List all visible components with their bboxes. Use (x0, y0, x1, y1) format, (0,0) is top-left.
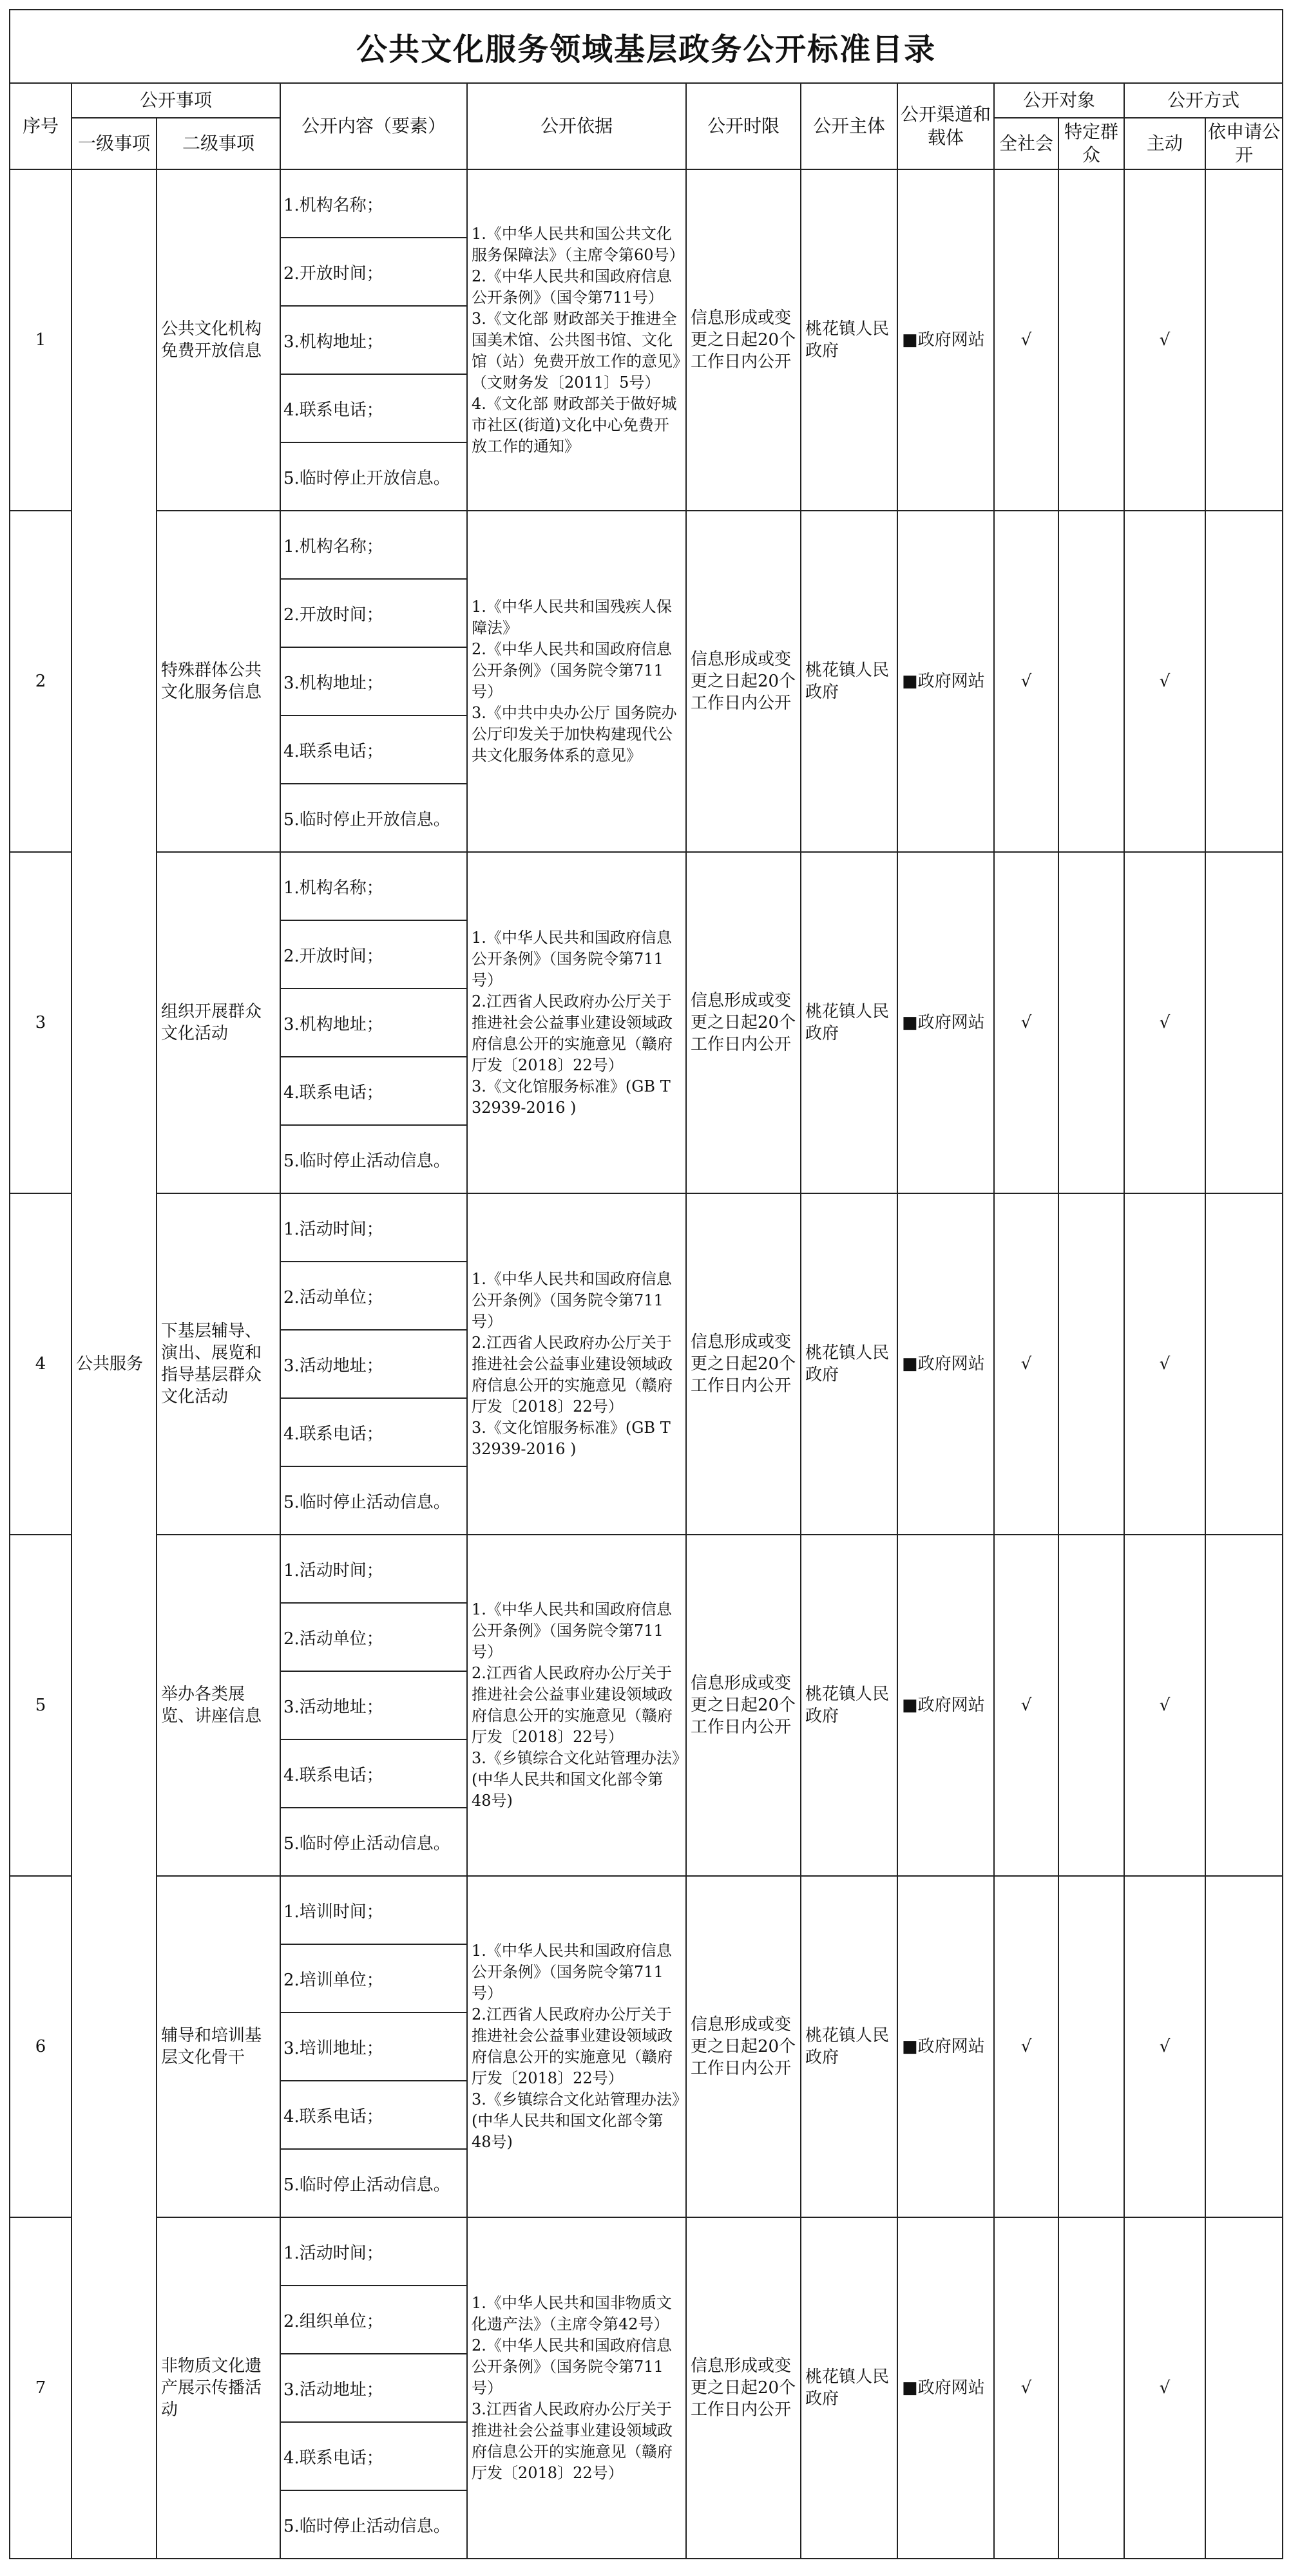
all-society-check: √ (994, 2217, 1058, 2559)
content-element: 4.联系电话； (280, 374, 467, 442)
basis-text (467, 852, 686, 1193)
all-society-check: √ (994, 1535, 1058, 1876)
time-limit: 信息形成或变更之日起20个工作日内公开 (686, 169, 801, 511)
all-society-check: √ (994, 511, 1058, 852)
header-specific-groups: 特定群众 (1058, 118, 1124, 169)
content-element: 1.机构名称； (280, 511, 467, 579)
basis-line: 2.江西省人民政府办公厅关于推进社会公益事业建设领域政府信息公开的实施意见（赣府厅发〔2018〕22号） (472, 1333, 673, 1416)
content-element: 3.活动地址； (280, 1330, 467, 1398)
active-check: √ (1124, 1193, 1205, 1535)
basis-line: 4.《文化部 财政部关于做好城市社区(街道)文化中心免费开放工作的通知》 (472, 394, 677, 455)
specific-groups-check (1058, 852, 1124, 1193)
on-request-check (1205, 511, 1283, 852)
content-element: 2.培训单位； (280, 1944, 467, 2012)
level2-matter: 公共文化机构免费开放信息 (157, 169, 280, 511)
table-row (10, 169, 1283, 238)
basis-line: 1.《中华人民共和国政府信息公开条例》（国务院令第711号） (472, 928, 672, 989)
content-element: 1.培训时间； (280, 1876, 467, 1944)
content-element: 5.临时停止开放信息。 (280, 784, 467, 852)
content-element: 4.联系电话； (280, 1398, 467, 1466)
content-element: 3.活动地址； (280, 1671, 467, 1739)
publish-subject: 桃花镇人民政府 (801, 169, 897, 511)
basis-line: 1.《中华人民共和国政府信息公开条例》（国务院令第711号） (472, 1600, 672, 1661)
catalog-body (10, 169, 1283, 2559)
content-element: 2.开放时间； (280, 920, 467, 989)
content-element: 2.开放时间； (280, 238, 467, 306)
specific-groups-check (1058, 1193, 1124, 1535)
row-seq: 4 (10, 1193, 72, 1535)
row-seq: 2 (10, 511, 72, 852)
time-limit: 信息形成或变更之日起20个工作日内公开 (686, 1193, 801, 1535)
active-check: √ (1124, 511, 1205, 852)
header-active: 主动 (1124, 118, 1205, 169)
active-check: √ (1124, 1876, 1205, 2217)
level2-matter: 辅导和培训基层文化骨干 (157, 1876, 280, 2217)
row-seq: 3 (10, 852, 72, 1193)
publish-subject: 桃花镇人民政府 (801, 511, 897, 852)
table-row (10, 2217, 1283, 2286)
level2-matter: 组织开展群众文化活动 (157, 852, 280, 1193)
table-row (10, 852, 1283, 920)
basis-line: 1.《中华人民共和国公共文化服务保障法》（主席令第60号） (472, 224, 685, 264)
level2-matter: 下基层辅导、演出、展览和指导基层群众文化活动 (157, 1193, 280, 1535)
table-row (10, 1193, 1283, 1262)
basis-text (467, 1535, 686, 1876)
content-element: 1.活动时间； (280, 2217, 467, 2286)
row-seq: 7 (10, 2217, 72, 2559)
table-row (10, 1876, 1283, 1944)
header-all-society: 全社会 (994, 118, 1058, 169)
header-time: 公开时限 (686, 83, 801, 169)
row-seq: 5 (10, 1535, 72, 1876)
basis-line: 2.《中华人民共和国政府信息公开条例》（国令第711号） (472, 267, 672, 307)
basis-line: 1.《中华人民共和国非物质文化遗产法》（主席令第42号） (472, 2293, 672, 2333)
basis-line: 2.江西省人民政府办公厅关于推进社会公益事业建设领域政府信息公开的实施意见（赣府厅发〔2018〕22号） (472, 992, 673, 1074)
catalog-table (9, 9, 1283, 2559)
basis-line: 2.江西省人民政府办公厅关于推进社会公益事业建设领域政府信息公开的实施意见（赣府厅发〔2018〕22号） (472, 2005, 673, 2087)
publish-subject: 桃花镇人民政府 (801, 852, 897, 1193)
on-request-check (1205, 852, 1283, 1193)
basis-line: 3.《中共中央办公厅 国务院办公厅印发关于加快构建现代公共文化服务体系的意见》 (472, 704, 677, 764)
content-element: 5.临时停止活动信息。 (280, 1808, 467, 1876)
specific-groups-check (1058, 1535, 1124, 1876)
all-society-check: √ (994, 852, 1058, 1193)
basis-line: 2.江西省人民政府办公厅关于推进社会公益事业建设领域政府信息公开的实施意见（赣府厅发〔2018〕22号） (472, 1664, 673, 1746)
specific-groups-check (1058, 2217, 1124, 2559)
header-method: 公开方式 (1124, 83, 1283, 118)
specific-groups-check (1058, 511, 1124, 852)
on-request-check (1205, 169, 1283, 511)
page-title: 公共文化服务领域基层政务公开标准目录 (10, 10, 1283, 83)
on-request-check (1205, 1876, 1283, 2217)
content-element: 3.机构地址； (280, 306, 467, 374)
time-limit: 信息形成或变更之日起20个工作日内公开 (686, 2217, 801, 2559)
header-level1: 一级事项 (72, 118, 157, 169)
table-row (10, 1535, 1283, 1603)
content-element: 4.联系电话； (280, 1057, 467, 1125)
header-matters: 公开事项 (72, 83, 280, 118)
basis-text (467, 169, 686, 511)
content-element: 4.联系电话； (280, 2081, 467, 2149)
content-element: 5.临时停止开放信息。 (280, 442, 467, 511)
basis-text (467, 1876, 686, 2217)
header-channel: 公开渠道和载体 (897, 83, 994, 169)
basis-line: 3.《乡镇综合文化站管理办法》(中华人民共和国文化部令第48号) (472, 1749, 680, 1810)
time-limit: 信息形成或变更之日起20个工作日内公开 (686, 852, 801, 1193)
header-seq: 序号 (10, 83, 72, 169)
table-row (10, 511, 1283, 579)
publish-channel: ■政府网站 (897, 852, 994, 1193)
header-audience: 公开对象 (994, 83, 1124, 118)
publish-subject: 桃花镇人民政府 (801, 1535, 897, 1876)
level2-matter: 举办各类展览、讲座信息 (157, 1535, 280, 1876)
content-element: 5.临时停止活动信息。 (280, 2490, 467, 2559)
on-request-check (1205, 1535, 1283, 1876)
content-element: 3.培训地址； (280, 2012, 467, 2081)
basis-line: 3.《文化馆服务标准》(GB T 32939-2016 ) (472, 1077, 671, 1117)
catalog-sheet (9, 9, 1282, 2567)
basis-line: 1.《中华人民共和国残疾人保障法》 (472, 598, 672, 637)
publish-channel: ■政府网站 (897, 2217, 994, 2559)
content-element: 3.机构地址； (280, 647, 467, 715)
content-element: 1.活动时间； (280, 1193, 467, 1262)
all-society-check: √ (994, 169, 1058, 511)
content-element: 3.活动地址； (280, 2354, 467, 2422)
level1-matter: 公共服务 (72, 169, 157, 2559)
publish-subject: 桃花镇人民政府 (801, 1876, 897, 2217)
row-seq: 6 (10, 1876, 72, 2217)
publish-subject: 桃花镇人民政府 (801, 1193, 897, 1535)
level2-matter: 特殊群体公共文化服务信息 (157, 511, 280, 852)
all-society-check: √ (994, 1193, 1058, 1535)
content-element: 5.临时停止活动信息。 (280, 1125, 467, 1193)
header-level2: 二级事项 (157, 118, 280, 169)
active-check: √ (1124, 169, 1205, 511)
basis-line: 2.《中华人民共和国政府信息公开条例》（国务院令第711号） (472, 640, 672, 701)
publish-channel: ■政府网站 (897, 1193, 994, 1535)
row-seq: 1 (10, 169, 72, 511)
header-subject: 公开主体 (801, 83, 897, 169)
content-element: 4.联系电话； (280, 715, 467, 784)
header-basis: 公开依据 (467, 83, 686, 169)
time-limit: 信息形成或变更之日起20个工作日内公开 (686, 1535, 801, 1876)
level2-matter: 非物质文化遗产展示传播活动 (157, 2217, 280, 2559)
content-element: 1.机构名称； (280, 169, 467, 238)
content-element: 2.活动单位； (280, 1262, 467, 1330)
content-element: 3.机构地址； (280, 989, 467, 1057)
time-limit: 信息形成或变更之日起20个工作日内公开 (686, 1876, 801, 2217)
basis-line: 1.《中华人民共和国政府信息公开条例》（国务院令第711号） (472, 1942, 672, 2002)
active-check: √ (1124, 1535, 1205, 1876)
publish-channel: ■政府网站 (897, 169, 994, 511)
on-request-check (1205, 1193, 1283, 1535)
specific-groups-check (1058, 1876, 1124, 2217)
content-element: 5.临时停止活动信息。 (280, 1466, 467, 1535)
time-limit: 信息形成或变更之日起20个工作日内公开 (686, 511, 801, 852)
basis-line: 3.《文化部 财政部关于推进全国美术馆、公共图书馆、文化馆（站）免费开放工作的意见》（文财务发〔2011〕5号） (472, 309, 680, 392)
publish-channel: ■政府网站 (897, 1876, 994, 2217)
basis-text (467, 511, 686, 852)
content-element: 4.联系电话； (280, 1739, 467, 1808)
content-element: 4.联系电话； (280, 2422, 467, 2490)
publish-subject: 桃花镇人民政府 (801, 2217, 897, 2559)
content-element: 1.活动时间； (280, 1535, 467, 1603)
content-element: 2.组织单位； (280, 2286, 467, 2354)
basis-line: 2.《中华人民共和国政府信息公开条例》（国务院令第711号） (472, 2336, 672, 2397)
publish-channel: ■政府网站 (897, 511, 994, 852)
header-content: 公开内容（要素） (280, 83, 467, 169)
basis-line: 3.《文化馆服务标准》(GB T 32939-2016 ) (472, 1418, 671, 1458)
content-element: 2.开放时间； (280, 579, 467, 647)
basis-line: 3.《乡镇综合文化站管理办法》(中华人民共和国文化部令第48号) (472, 2090, 680, 2151)
basis-text (467, 1193, 686, 1535)
specific-groups-check (1058, 169, 1124, 511)
basis-text (467, 2217, 686, 2559)
basis-line: 1.《中华人民共和国政府信息公开条例》（国务院令第711号） (472, 1269, 672, 1331)
header-on-request: 依申请公开 (1205, 118, 1283, 169)
active-check: √ (1124, 2217, 1205, 2559)
content-element: 2.活动单位； (280, 1603, 467, 1671)
basis-line: 3.江西省人民政府办公厅关于推进社会公益事业建设领域政府信息公开的实施意见（赣府厅发〔2018〕22号） (472, 2400, 673, 2482)
content-element: 1.机构名称； (280, 852, 467, 920)
on-request-check (1205, 2217, 1283, 2559)
active-check: √ (1124, 852, 1205, 1193)
all-society-check: √ (994, 1876, 1058, 2217)
publish-channel: ■政府网站 (897, 1535, 994, 1876)
content-element: 5.临时停止活动信息。 (280, 2149, 467, 2217)
